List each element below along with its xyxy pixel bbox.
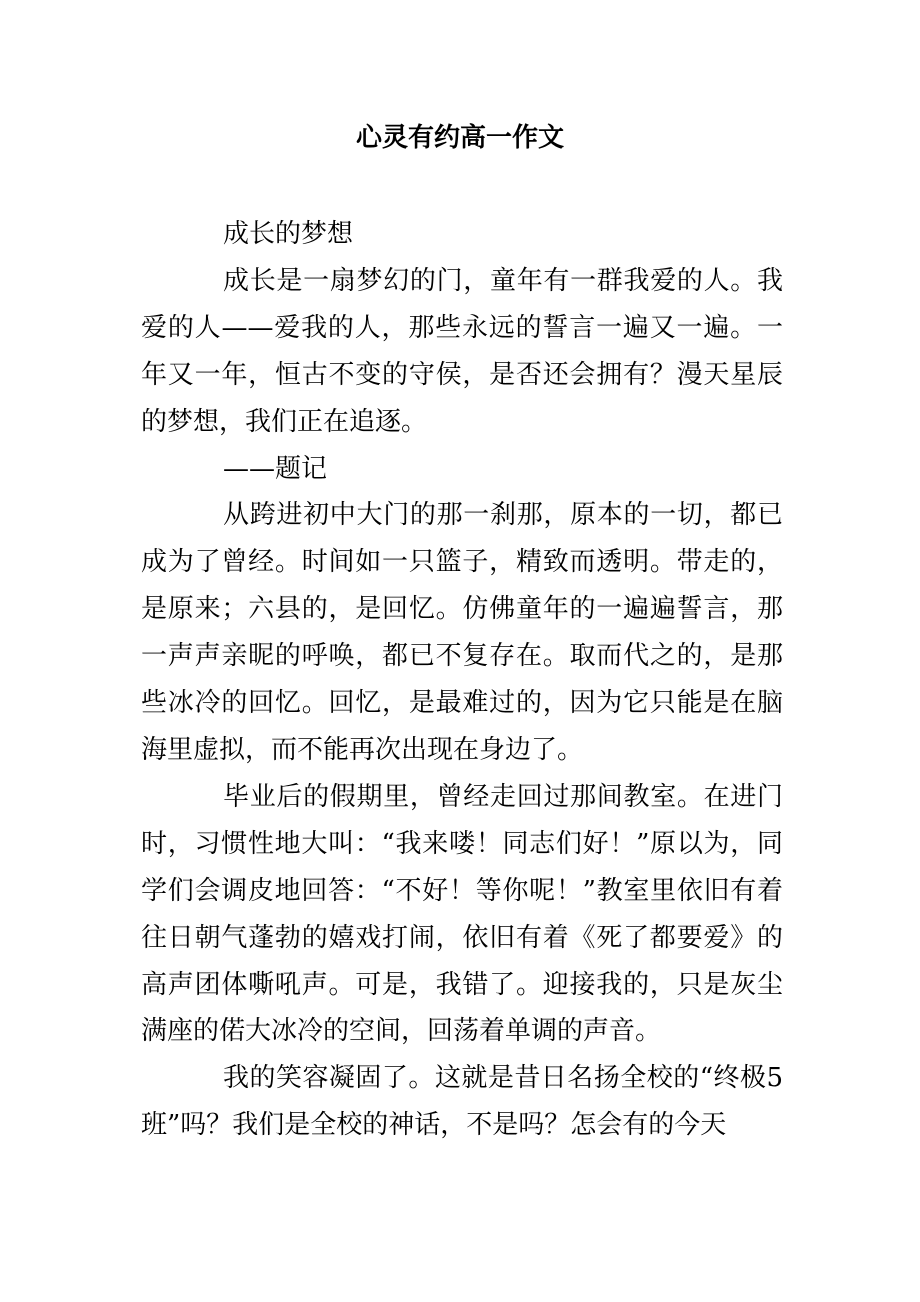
preface-signature: ——题记: [223, 453, 328, 484]
body-paragraph: 毕业后的假期里，曾经走回过那间教室。在进门时，习惯性地大叫：“我来喽！同志们好！”原以为，同学们会调皮地回答：“不好！等你呢！”教室里依旧有着往日朝气蓬勃的嬉戏打闹，依旧有着《死了都要爱》的高声团体嘶吼声。可是，我错了。迎接我的，只是灰尘满座的偌大冰冷的空间，回荡着单调的声音。: [141, 781, 783, 1047]
section-heading: 成长的梦想: [223, 219, 354, 249]
preface-paragraph: 成长是一扇梦幻的门，童年有一群我爱的人。我爱的人——爱我的人，那些永远的誓言一遍又一遍。一年又一年，恒古不变的守侯，是否还会拥有？漫天星辰的梦想，我们正在追逐。: [141, 265, 783, 437]
body-paragraph: 从跨进初中大门的那一刹那，原本的一切，都已成为了曾经。时间如一只篮子，精致而透明。带走的，是原来；六县的，是回忆。仿佛童年的一遍遍誓言，那一声声亲昵的呼唤，都已不复存在。取而代之的，是那些冰冷的回忆。回忆，是最难过的，因为它只能是在脑海里虚拟，而不能再次出现在身边了。: [141, 500, 783, 765]
document-title: 心灵有约高一作文: [355, 123, 564, 153]
body-paragraph: 我的笑容凝固了。这就是昔日名扬全校的“终极5班”吗？我们是全校的神话，不是吗？怎会有的今天: [141, 1063, 783, 1141]
document-body: [141, 211, 783, 1149]
